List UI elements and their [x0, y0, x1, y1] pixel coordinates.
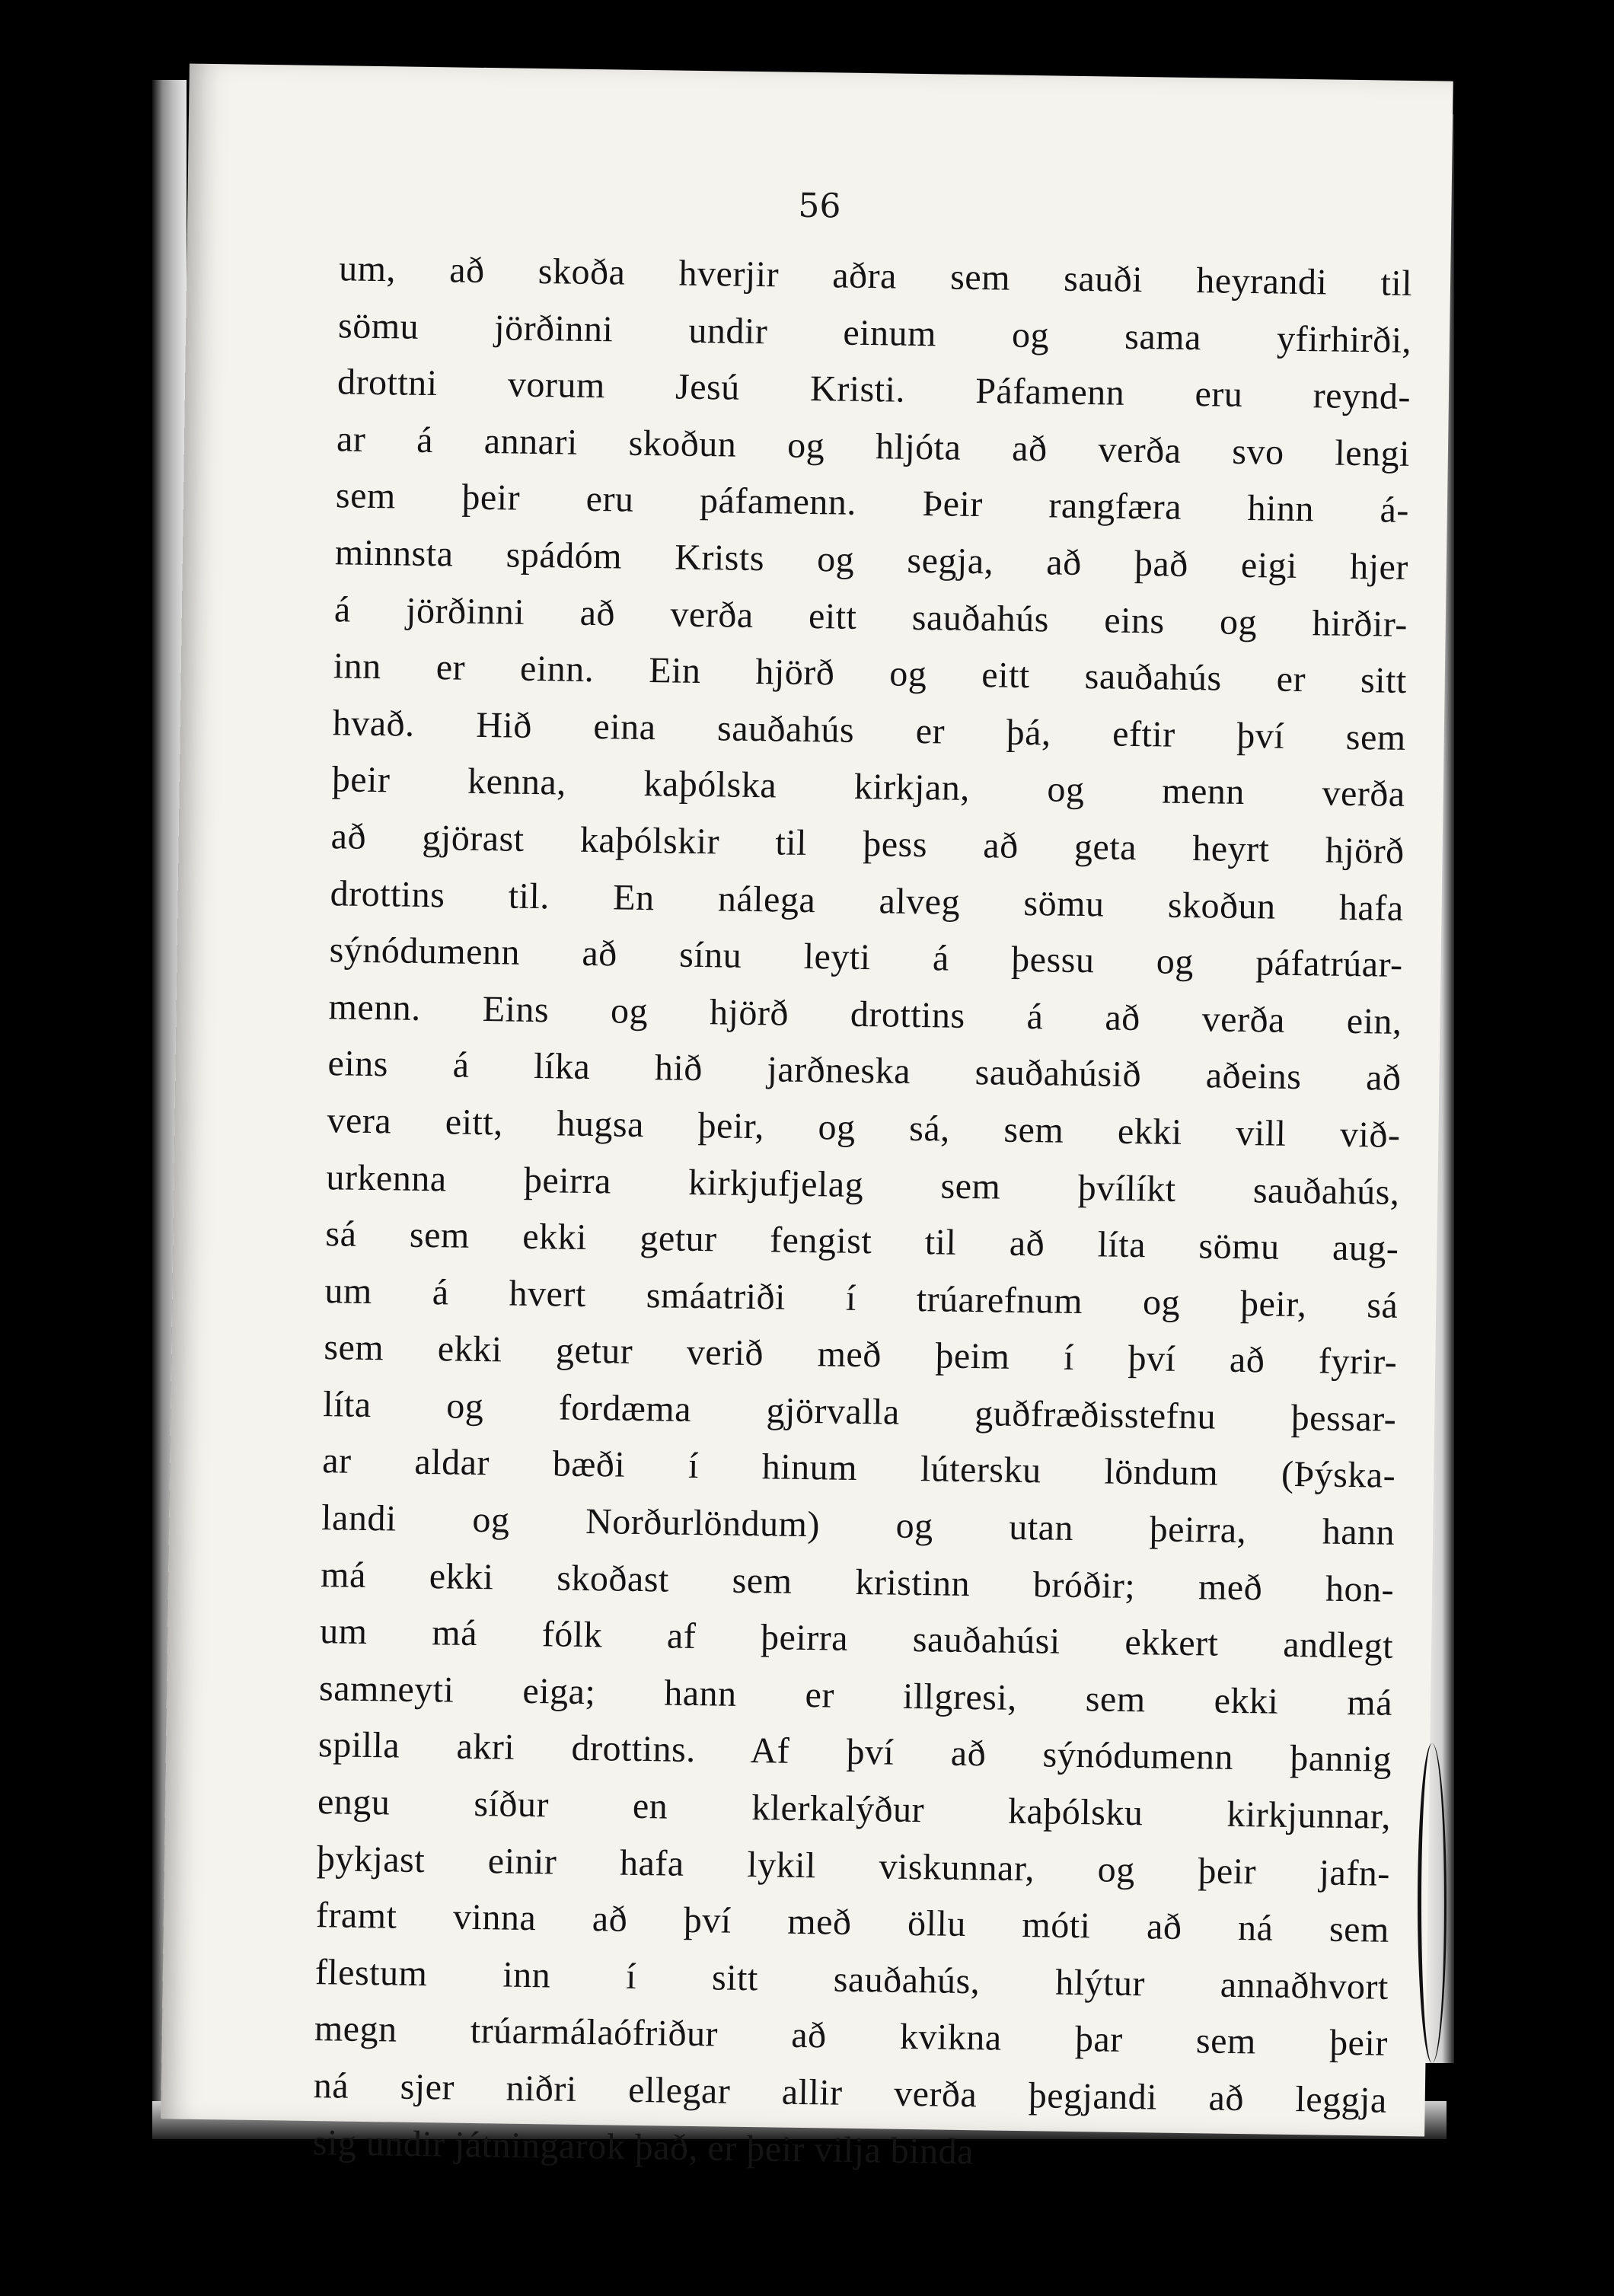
text-line: hvað. Hið eina sauðahús er þá, eftir því sem: [332, 703, 1407, 758]
text-line: vera eitt, hugsa þeir, og sá, sem ekki vill við-: [327, 1100, 1401, 1156]
text-line: ná sjer niðri ellegar allir verða þegjandi að leggja: [313, 2065, 1388, 2121]
text-line: urkenna þeirra kirkjufjelag sem þvílíkt sauðahús,: [326, 1156, 1400, 1213]
text-line: inn er einn. Ein hjörð og eitt sauðahús er sitt: [333, 646, 1408, 702]
text-line: á jörðinni að verða eitt sauðahús eins og hirðir-: [333, 588, 1408, 645]
text-line: sem ekki getur verið með þeim í því að fyrir-: [324, 1327, 1398, 1383]
text-line: ar á annari skoðun og hljóta að verða svo lengi: [336, 419, 1411, 474]
text-line: þeir kenna, kaþólska kirkjan, og menn verða: [331, 759, 1406, 815]
text-line: drottni vorum Jesú Kristi. Páfamenn eru reynd-: [337, 362, 1411, 418]
text-line: sá sem ekki getur fengist til að líta sömu aug-: [325, 1213, 1399, 1269]
text-line: um, að skoða hverjir aðra sem sauði heyrandi til: [338, 248, 1413, 304]
text-line: ar aldar bæði í hinum lútersku löndum (Þýska-: [321, 1440, 1396, 1497]
text-line: sem þeir eru páfamenn. Þeir rangfæra hinn á-: [335, 475, 1410, 531]
text-line: sýnódumenn að sínu leyti á þessu og páfatrúar-: [329, 930, 1403, 986]
text-line: megn trúarmálaófriður að kvikna þar sem þeir: [314, 2008, 1389, 2065]
text-line: um má fólk af þeirra sauðahúsi ekkert andlegt: [319, 1611, 1394, 1667]
text-line: líta og fordæma gjörvalla guðfræðisstefnu þessar-: [322, 1384, 1397, 1440]
book-page: [161, 64, 1453, 2172]
text-line: að gjörast kaþólskir til þess að geta heyrt hjörð: [330, 816, 1405, 872]
text-line: sig undir játningarok það, er þeir vilja binda: [312, 2122, 974, 2172]
text-line: samneyti eiga; hann er illgresi, sem ekki má: [318, 1667, 1393, 1724]
text-line: um á hvert smáatriði í trúarefnum og þeir, sá: [324, 1270, 1399, 1326]
text-line: eins á líka hið jarðneska sauðahúsið aðeins að: [327, 1043, 1402, 1099]
binding-thread: [1418, 1743, 1447, 2063]
text-line: þykjast einir hafa lykil viskunnar, og þeir jafn-: [316, 1838, 1391, 1894]
text-line: spilla akri drottins. Af því að sýnódumenn þannig: [317, 1724, 1392, 1781]
text-line: flestum inn í sitt sauðahús, hlýtur annaðhvort: [314, 1951, 1389, 2007]
text-line: menn. Eins og hjörð drottins á að verða ein,: [328, 986, 1402, 1042]
text-line: engu síður en klerkalýður kaþólsku kirkjunnar,: [317, 1781, 1392, 1837]
text-line: drottins til. En nálega alveg sömu skoðun hafa: [330, 872, 1404, 929]
text-line: sömu jörðinni undir einum og sama yfirhirði,: [337, 305, 1412, 361]
text-line: minnsta spádóm Krists og segja, að það eigi hjer: [334, 532, 1409, 588]
page-number: 56: [798, 186, 841, 226]
text-line: landi og Norðurlöndum) og utan þeirra, hann: [321, 1497, 1396, 1553]
body-text: [312, 241, 1412, 2186]
text-line: framt vinna að því með öllu móti að ná sem: [315, 1895, 1390, 1951]
text-line: má ekki skoðast sem kristinn bróðir; með hon-: [320, 1554, 1395, 1610]
